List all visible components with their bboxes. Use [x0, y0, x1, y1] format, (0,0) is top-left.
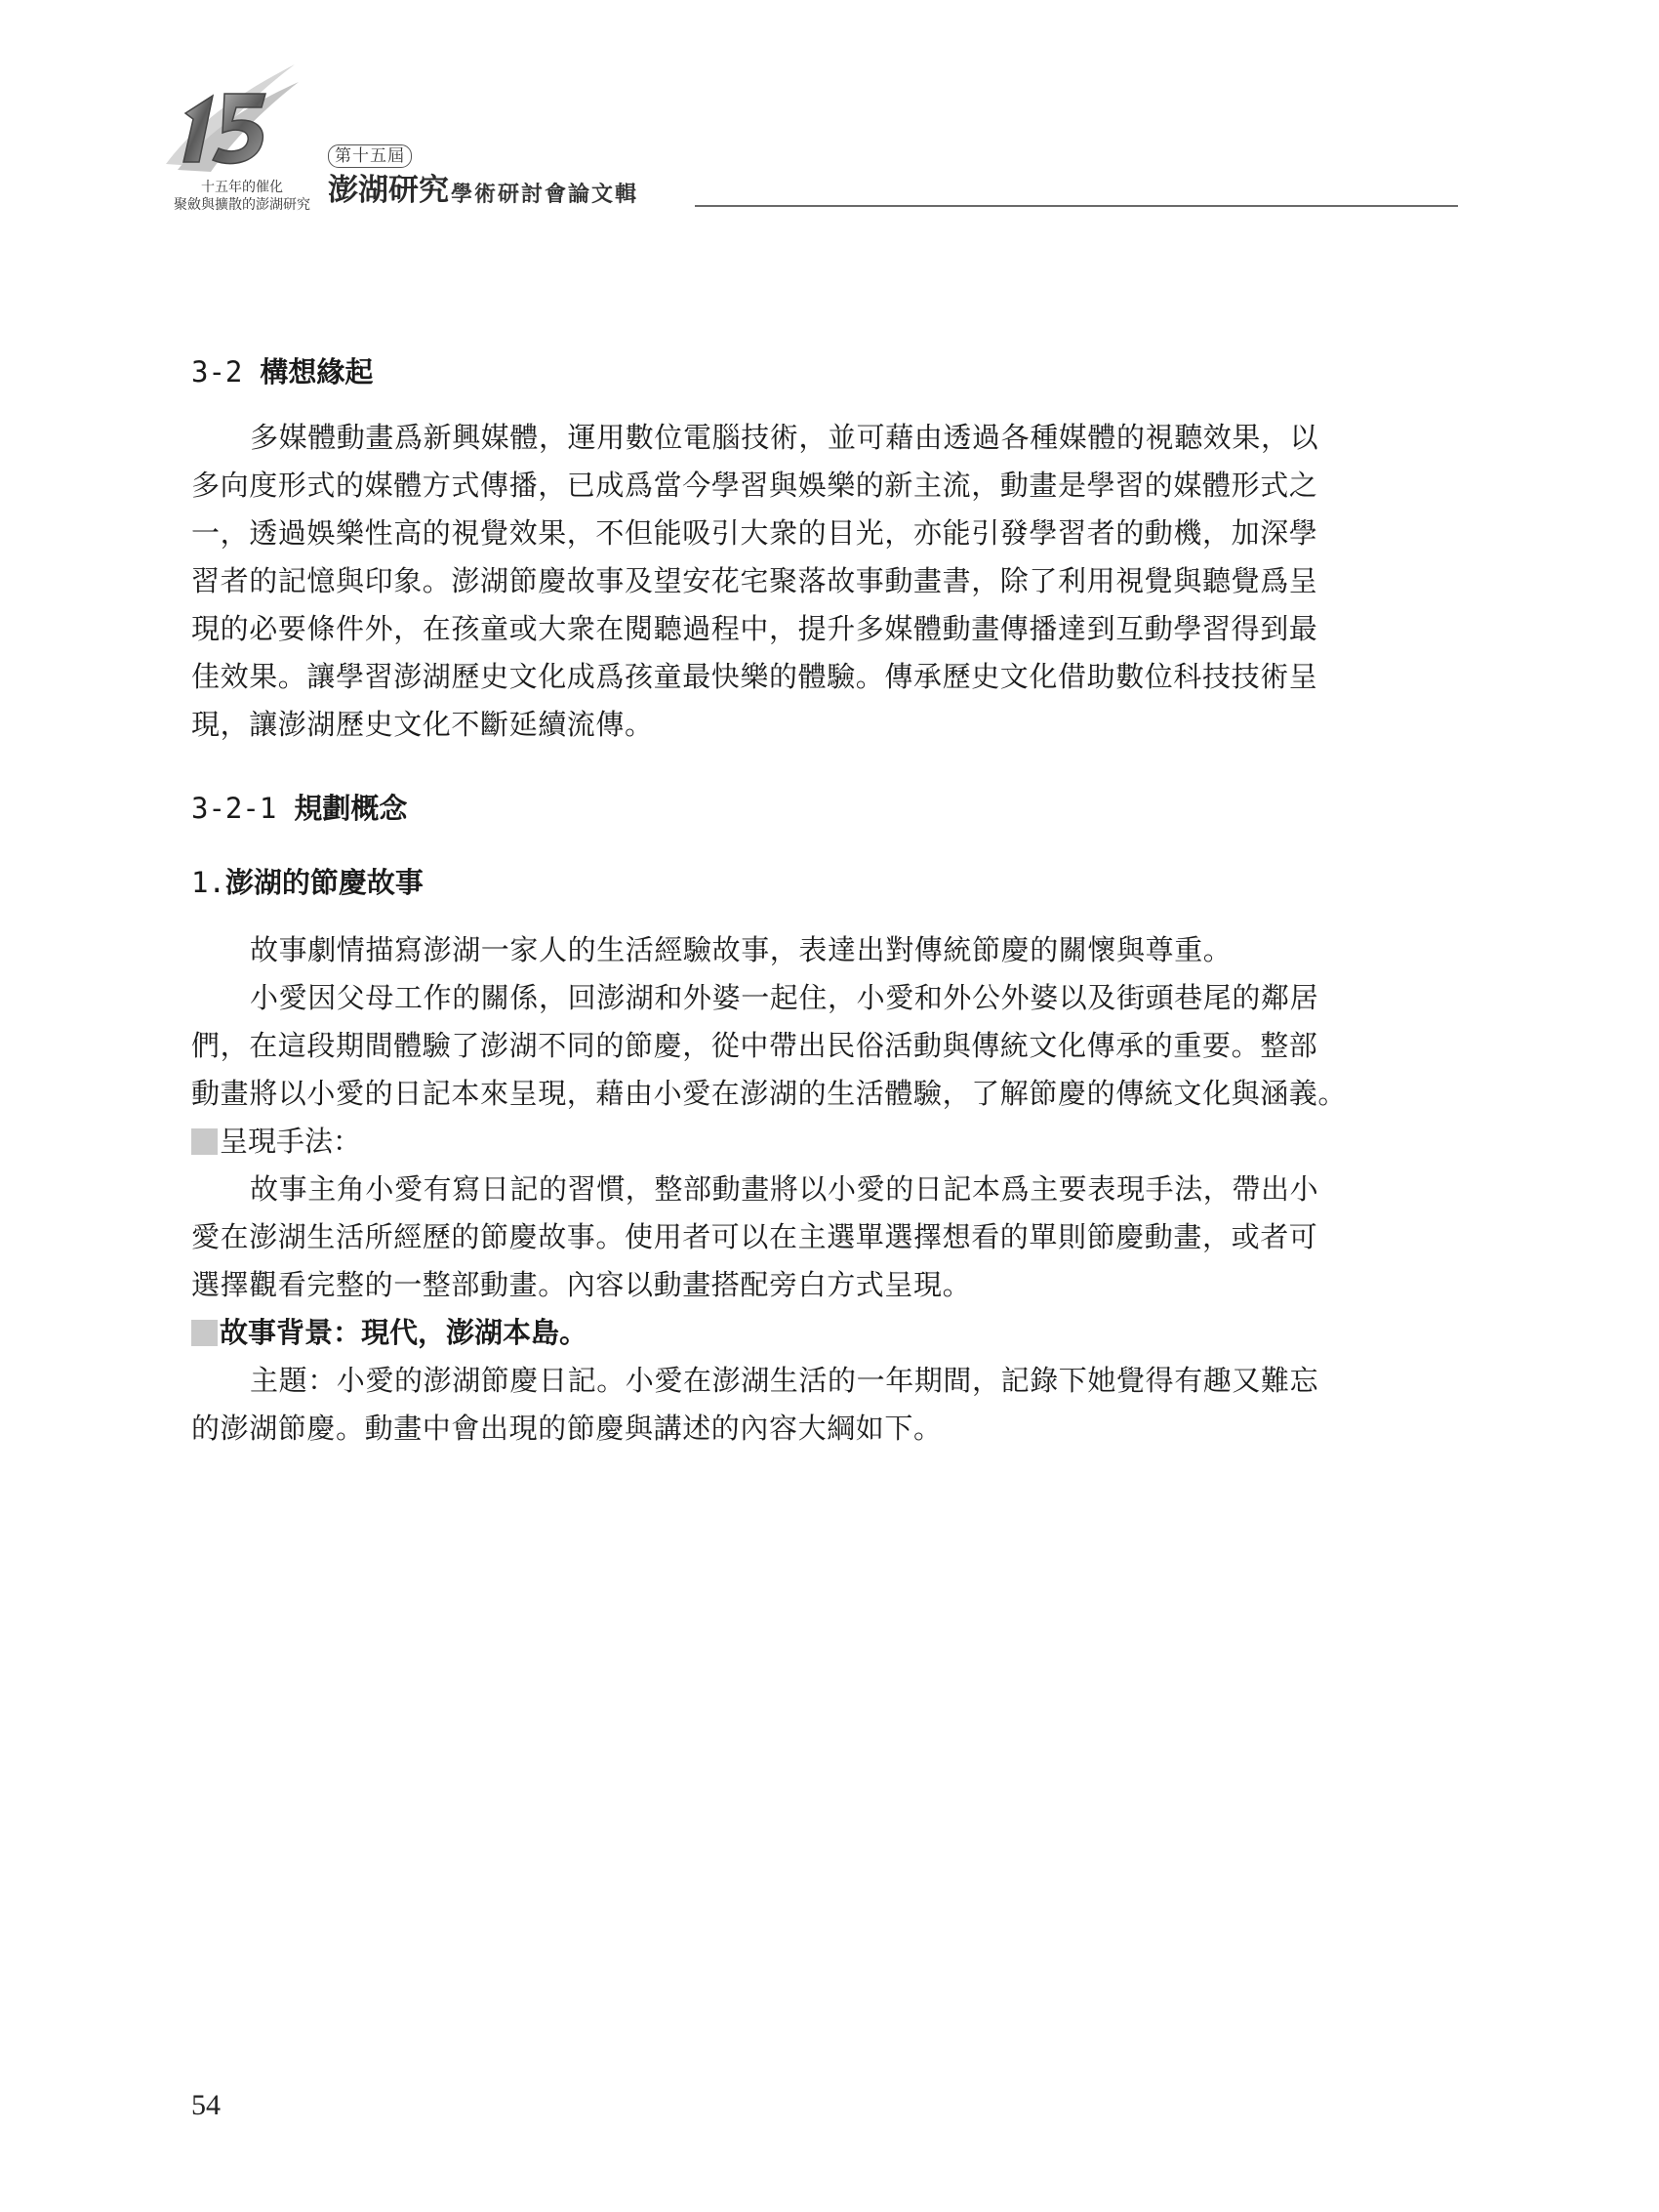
text-line: 主題：小愛的澎湖節慶日記。小愛在澎湖生活的一年期間，記錄下她覺得有趣又難忘 [250, 1364, 1319, 1397]
item-number: 1. [191, 866, 225, 899]
page-header [0, 0, 1659, 234]
text-line: 現，讓澎湖歷史文化不斷延續流傳。 [191, 708, 654, 741]
square-bullet-icon [191, 1320, 218, 1346]
text-line: 小愛因父母工作的關係，回澎湖和外婆一起住，小愛和外公外婆以及街頭巷尾的鄰居 [250, 981, 1319, 1014]
journal-subtitle: 學術研討會論文輯 [451, 183, 639, 207]
header-divider [695, 205, 1458, 207]
text-line: 動畫將以小愛的日記本來呈現，藉由小愛在澎湖的生活體驗，了解節慶的傳統文化與涵義。 [191, 1077, 1348, 1110]
subsection-number: 3-2-1 [191, 792, 277, 825]
section-3-2-paragraph [191, 414, 1411, 749]
journal-title: 澎湖研究 [328, 173, 449, 208]
logo-15-graphic [156, 57, 303, 184]
section-number: 3-2 [191, 355, 243, 389]
edition-label: 第十五屆 [328, 144, 412, 168]
square-bullet-icon [191, 1128, 218, 1155]
presentation-method-label: 呈現手法： [220, 1125, 362, 1158]
text-line: 一，透過娛樂性高的視覺效果，不但能吸引大衆的目光，亦能引發學習者的動機，加深學 [191, 516, 1318, 550]
text-line: 多媒體動畫爲新興媒體，運用數位電腦技術，並可藉由透過各種媒體的視聽效果，以 [250, 421, 1319, 454]
text-line: 現的必要條件外，在孩童或大衆在閱聽過程中，提升多媒體動畫傳播達到互動學習得到最 [191, 612, 1318, 645]
presentation-method-paragraph [191, 1166, 1411, 1309]
story-background-label: 故事背景：現代，澎湖本島。 [220, 1316, 588, 1349]
text-line: 選擇觀看完整的一整部動畫。內容以動畫搭配旁白方式呈現。 [191, 1268, 972, 1301]
text-line: 故事主角小愛有寫日記的習慣，整部動畫將以小愛的日記本爲主要表現手法，帶出小 [250, 1172, 1319, 1206]
item-heading-1 [191, 862, 1411, 903]
text-line: 故事劇情描寫澎湖一家人的生活經驗故事，表達出對傳統節慶的關懷與尊重。 [250, 933, 1233, 966]
section-heading-3-2 [191, 351, 1411, 392]
presentation-method-heading [191, 1118, 1411, 1166]
article-body [191, 351, 1411, 1453]
text-line: 的澎湖節慶。動畫中會出現的節慶與講述的內容大綱如下。 [191, 1412, 943, 1445]
page-number: 54 [191, 2089, 221, 2121]
subsection-title: 規劃概念 [294, 792, 408, 825]
story-summary-paragraph [191, 974, 1411, 1118]
text-line: 佳效果。讓學習澎湖歷史文化成爲孩童最快樂的體驗。傳承歷史文化借助數位科技技術呈 [191, 660, 1318, 693]
section-title: 構想緣起 [260, 355, 374, 389]
logo-caption-line1: 十五年的催化 [201, 180, 283, 195]
text-line: 愛在澎湖生活所經歷的節慶故事。使用者可以在主選單選擇想看的單則節慶動畫，或者可 [191, 1220, 1318, 1253]
story-background-heading [191, 1309, 1411, 1357]
text-line: 們，在這段期間體驗了澎湖不同的節慶，從中帶出民俗活動與傳統文化傳承的重要。整部 [191, 1029, 1318, 1062]
logo-caption-line2: 聚斂與擴散的澎湖研究 [174, 197, 310, 213]
text-line: 多向度形式的媒體方式傳播，已成爲當今學習與娛樂的新主流，動畫是學習的媒體形式之 [191, 469, 1318, 502]
theme-paragraph [191, 1357, 1411, 1453]
section-heading-3-2-1 [191, 788, 1411, 829]
text-line: 習者的記憶與印象。澎湖節慶故事及望安花宅聚落故事動畫書，除了利用視覺與聽覺爲呈 [191, 564, 1318, 597]
item-title: 澎湖的節慶故事 [224, 866, 424, 899]
story-intro-paragraph [191, 926, 1411, 974]
